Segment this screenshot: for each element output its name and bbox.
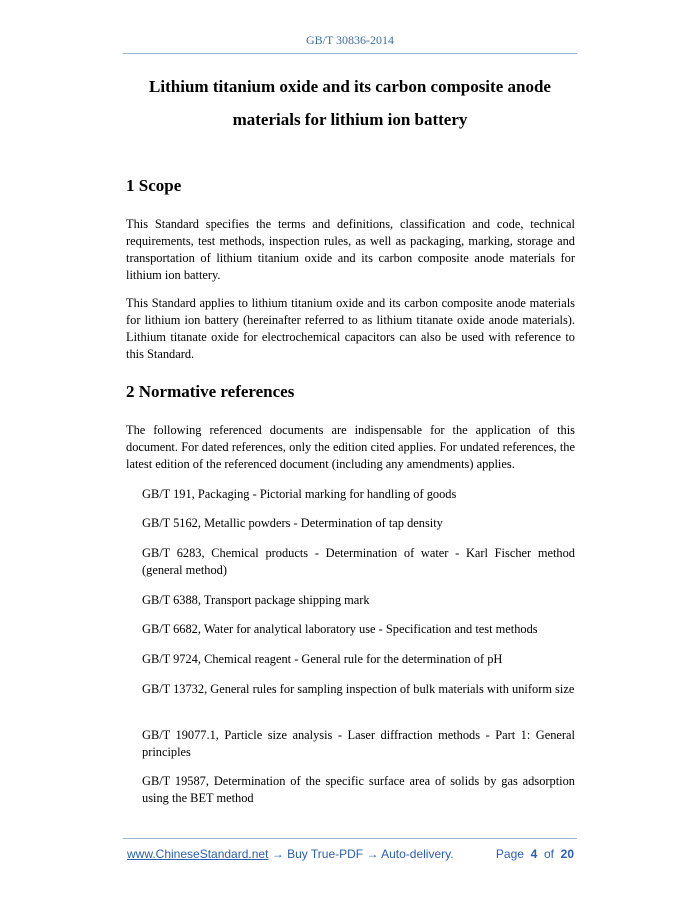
reference-item: GB/T 6682, Water for analytical laboratory use - Specification and test methods bbox=[142, 622, 538, 636]
section-heading-scope: 1 Scope bbox=[126, 176, 182, 195]
reference-item: GB/T 191, Packaging - Pictorial marking for handling of goods bbox=[142, 487, 457, 501]
reference-item: GB/T 5162, Metallic powders - Determination of tap density bbox=[142, 516, 443, 530]
scope-paragraph-2: This Standard applies to lithium titanium oxide and its carbon composite anode materials for lithium ion battery (hereinafter referred to as lithium titanate oxide anode materials). Lithium titanate oxide for electrochemical capacitors can also be used with reference to this Standard. bbox=[126, 296, 575, 361]
reference-item: GB/T 19077.1, Particle size analysis - Laser diffraction methods - Part 1: General principles bbox=[142, 728, 575, 759]
reference-item: GB/T 6283, Chemical products - Determination of water - Karl Fischer method (general method) bbox=[142, 546, 575, 577]
header-divider bbox=[123, 53, 577, 54]
reference-item: GB/T 9724, Chemical reagent - General rule for the determination of pH bbox=[142, 652, 503, 666]
footer-promo-text: → Buy True-PDF → Auto-delivery. bbox=[268, 847, 454, 861]
page-number: 4 bbox=[530, 847, 538, 861]
reference-item: GB/T 13732, General rules for sampling inspection of bulk materials with uniform size bbox=[142, 682, 575, 696]
running-header: GB/T 30836-2014 bbox=[305, 33, 395, 47]
of-word: of bbox=[543, 847, 554, 861]
document-title-line-2: materials for lithium ion battery bbox=[232, 110, 468, 129]
page-word: Page bbox=[495, 847, 524, 861]
page-total: 20 bbox=[560, 847, 574, 861]
page-footer bbox=[127, 847, 574, 863]
section-heading-normative-references: 2 Normative references bbox=[126, 382, 295, 401]
reference-item: GB/T 19587, Determination of the specific surface area of solids by gas adsorption using the BET method bbox=[142, 774, 575, 805]
scope-paragraph-1: This Standard specifies the terms and definitions, classification and code, technical requirements, test methods, inspection rules, as well as packaging, marking, storage and transportation of lithium titanium oxide and its carbon composite anode materials for lithium ion battery. bbox=[126, 217, 575, 282]
reference-item: GB/T 6388, Transport package shipping mark bbox=[142, 593, 370, 607]
website-link[interactable]: www.ChineseStandard.net bbox=[127, 847, 269, 861]
normative-references-intro: The following referenced documents are indispensable for the application of this document. For dated references, only the edition cited applies. For undated references, the latest edition of the referenced document (including any amendments) applies. bbox=[126, 423, 575, 471]
page-indicator bbox=[496, 847, 574, 861]
document-title-line-1: Lithium titanium oxide and its carbon composite anode bbox=[149, 77, 551, 96]
footer-promo bbox=[127, 847, 454, 861]
footer-divider bbox=[123, 838, 577, 839]
